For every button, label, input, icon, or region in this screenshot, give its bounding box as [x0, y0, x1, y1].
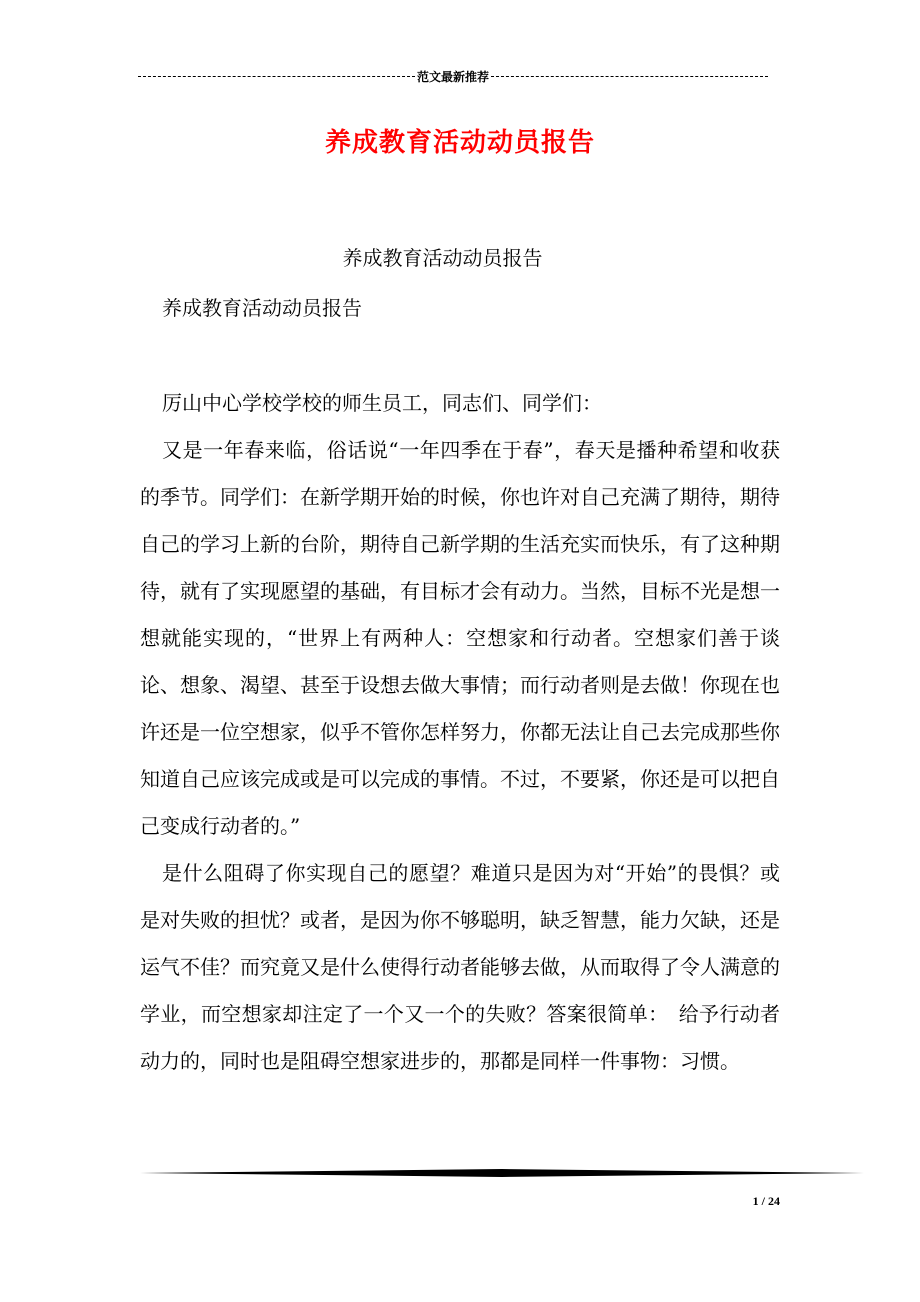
- document-subtitle-center: 养成教育活动动员报告: [342, 246, 543, 270]
- paragraph-greeting: 厉山中心学校学校的师生员工，同志们、同学们：: [162, 391, 602, 415]
- header-label: 范文最新推荐: [417, 69, 490, 84]
- document-body: [140, 380, 780, 1085]
- footer-rule: [140, 1166, 864, 1180]
- page-number: 1 / 24: [752, 1194, 780, 1208]
- header-dash-right: [491, 76, 768, 77]
- document-title: 养成教育活动动员报告: [324, 128, 595, 158]
- paragraph-spring: 又是一年春来临，俗话说“一年四季在于春”，春天是播种希望和收获的季节。同学们：在新学期开始的时候，你也许对自己充满了期待，期待自己的学习上新的台阶，期待自己新学期的生活充实而快乐，有了这种期待，就有了实现愿望的基础，有目标才会有动力。当然，目标不光是想一想就能实现的，“世界上有两种人：空想家和行动者。空想家们善于谈论、想象、渴望、甚至于设想去做大事情；而行动者则是去做！你现在也许还是一位空想家，似乎不管你怎样努力，你都无法让自己去完成那些你知道自己应该完成或是可以完成的事情。不过，不要紧，你还是可以把自己变成行动者的。”: [140, 438, 780, 838]
- paragraph-obstacle: 是什么阻碍了你实现自己的愿望？难道只是因为对“开始”的畏惧？或是对失败的担忧？或者，是因为你不够聪明，缺乏智慧，能力欠缺，还是运气不佳？而究竟又是什么使得行动者能够去做，从而取得了令人满意的学业，而空想家却注定了一个又一个的失败？答案很简单： 给予行动者动力的，同时也是阻碍空想家进步的，那都是同样一件事物：习惯。: [140, 861, 780, 1073]
- header-dash-left: [138, 76, 415, 77]
- document-subtitle-left: 养成教育活动动员报告: [162, 296, 362, 320]
- page-header: [138, 68, 768, 84]
